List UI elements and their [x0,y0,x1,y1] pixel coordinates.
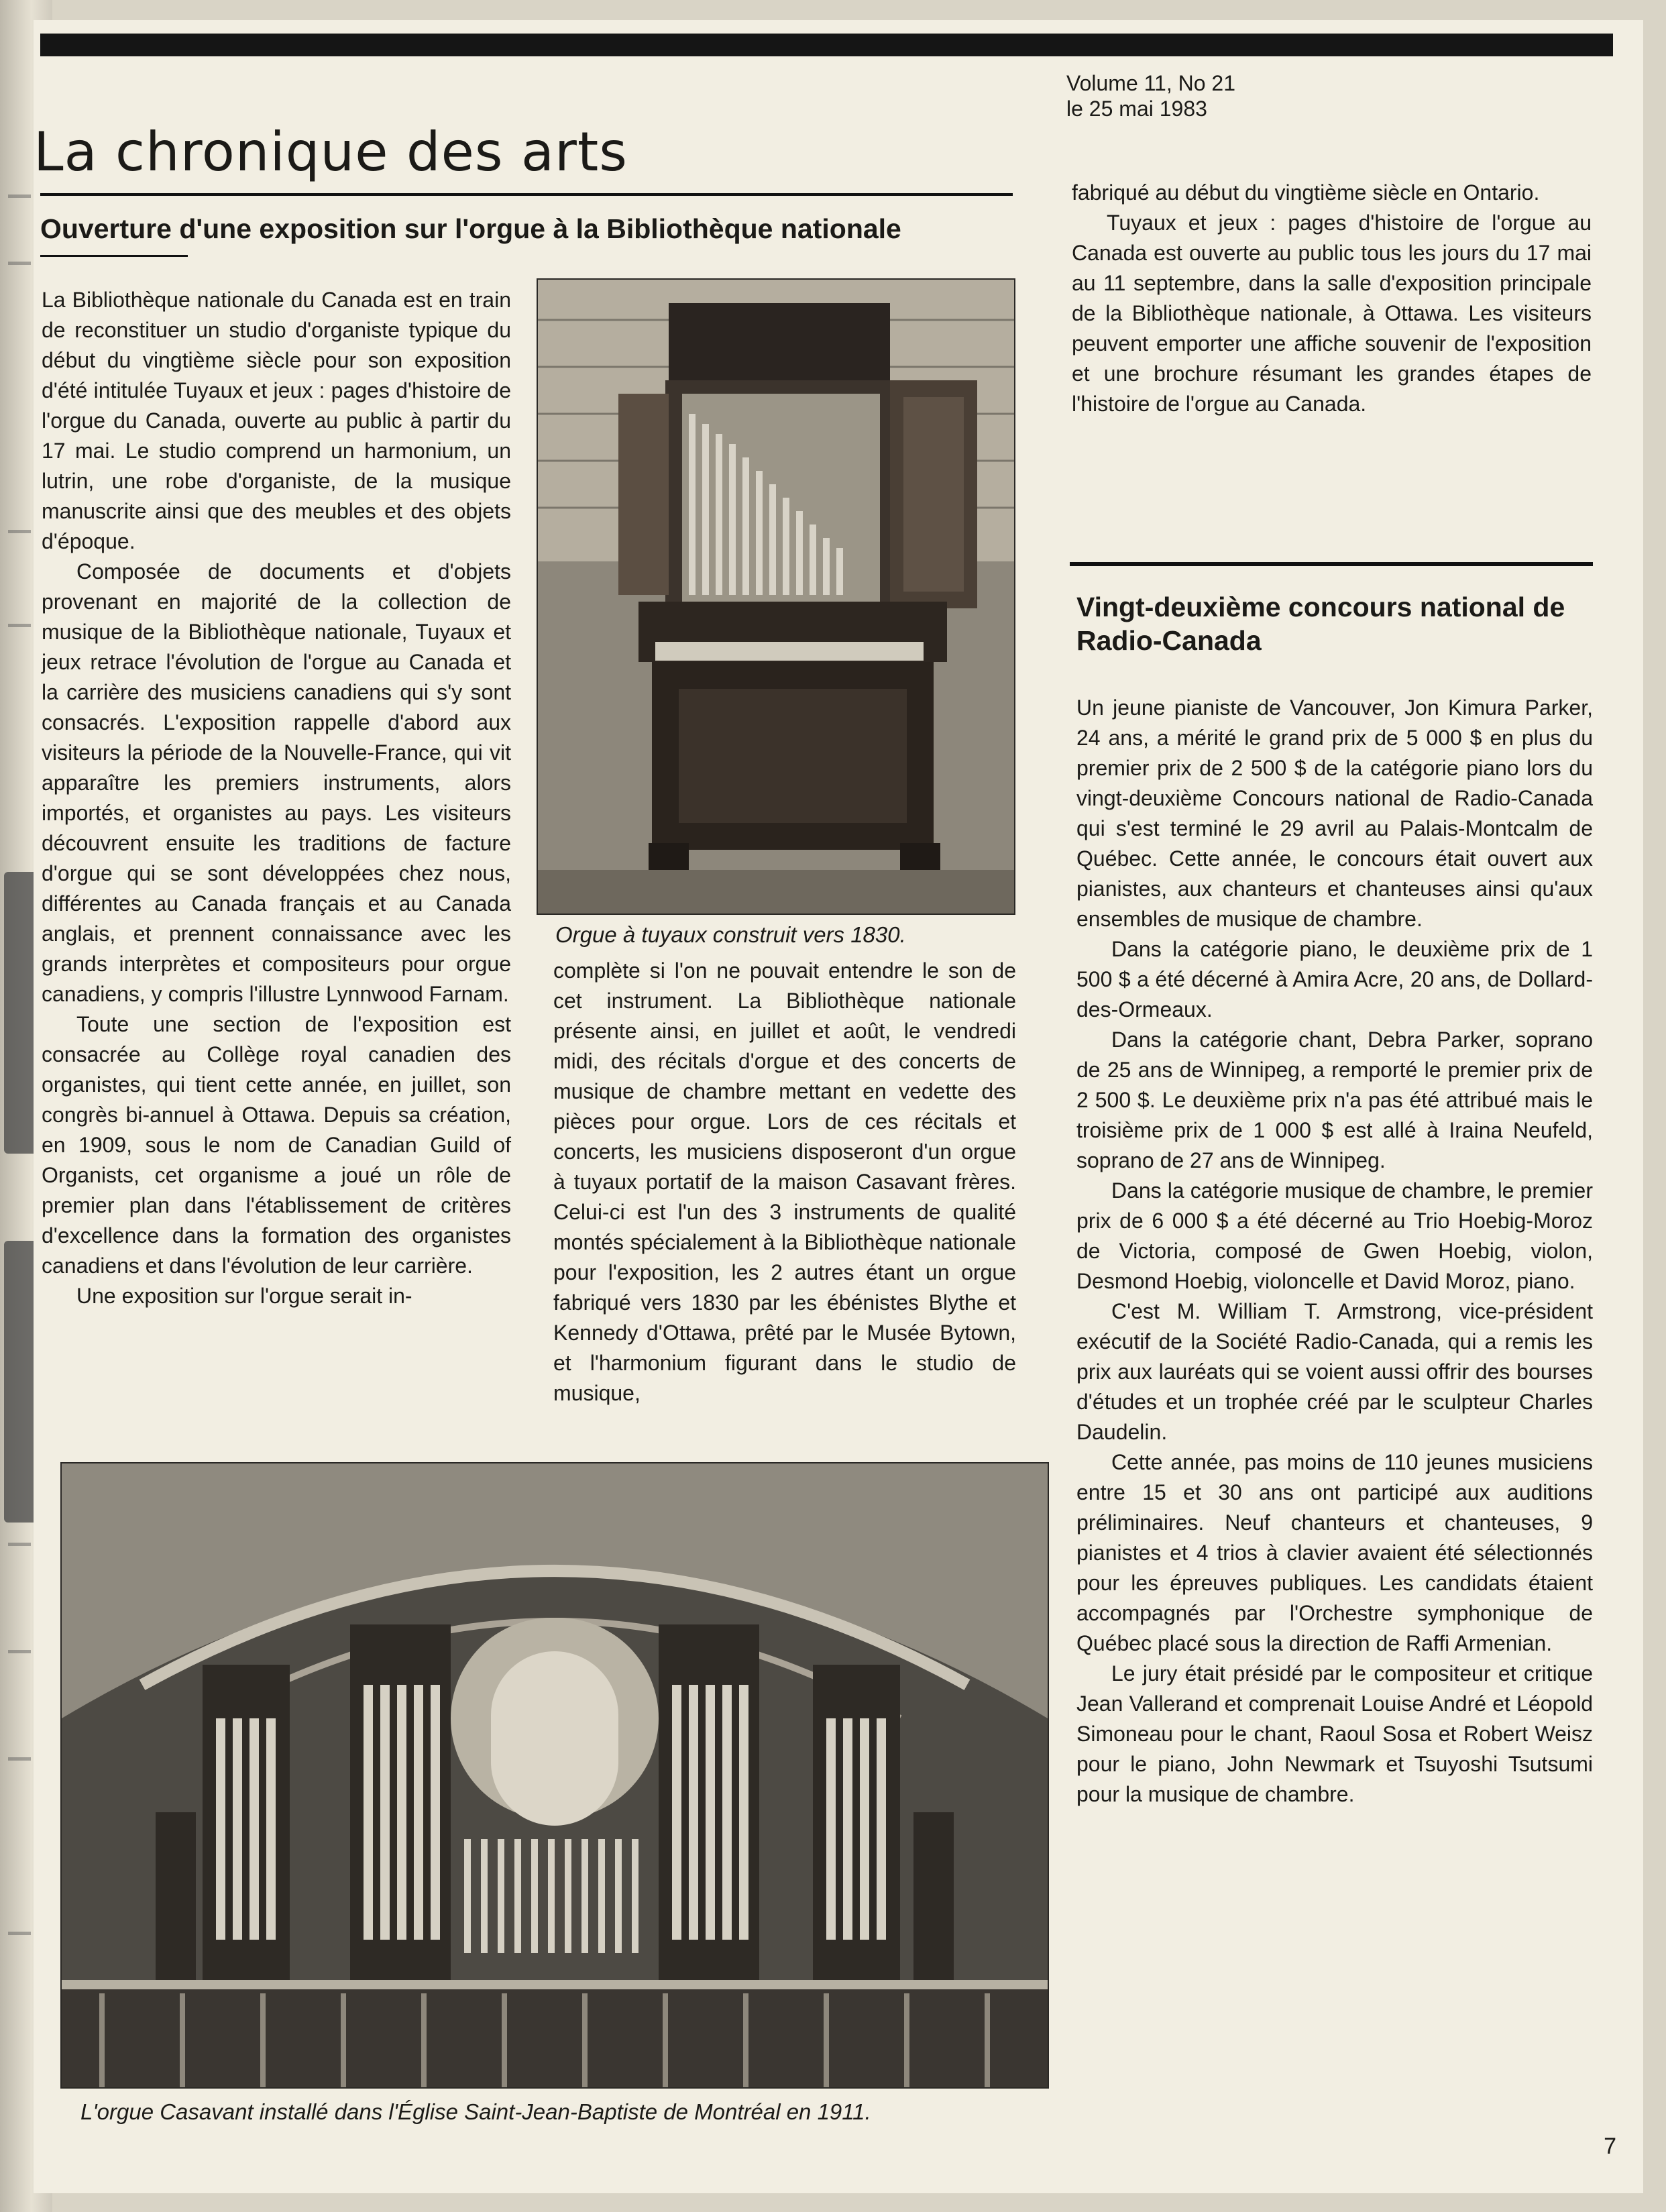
magazine-page [34,20,1643,2193]
photo-caption: L'orgue Casavant installé dans l'Église Saint-Jean-Baptiste de Montréal en 1911. [80,2099,871,2124]
issue-info [1066,70,1235,121]
casavant-organ-photo [60,1462,1049,2089]
church-organ-illustration [62,1463,1048,2087]
edge-text-fragment [8,530,31,533]
paragraph: La Bibliothèque nationale du Canada est en train de reconstituer un studio d'organiste typique du début du vingtième siècle pour son exposition d'été intitulée Tuyaux et jeux : pages d'histoire de l'orgue du Canada, ouverte au public à partir du 17 mai. Le studio comprend un harmonium, un lutrin, une robe d'organiste, de la musique manuscrite ainsi que des meubles et des objets d'époque. [42,288,511,553]
paragraph: Le jury était présidé par le compositeur et critique Jean Vallerand et comprenait Louise André et Léopold Simoneau pour le chant, Raoul Sosa et Robert Weisz pour le piano, John Newmark et Tsuyoshi Tsutsumi pour la musique de chambre. [1076,1661,1593,1806]
article1-right-column [1072,178,1592,419]
issue-date: le 25 mai 1983 [1066,97,1207,121]
paragraph: Une exposition sur l'orgue serait in- [76,1284,412,1308]
section-title: Vingt-deuxième concours national de Radio-Canada [1076,592,1565,656]
masthead: La chronique des arts [34,121,628,183]
edge-text-fragment [8,1650,31,1653]
organ-cabinet-illustration [538,280,1014,914]
edge-text-fragment [8,1757,31,1761]
organ-1830-photo [537,278,1015,915]
title-rule [40,193,1013,196]
page-number: 7 [1604,2134,1616,2159]
article1-left-column [42,285,511,1311]
paragraph: Dans la catégorie piano, le deuxième prix de 1 500 $ a été décerné à Amira Acre, 20 ans, de Dollard-des-Ormeaux. [1076,937,1593,1021]
section-rule [1070,562,1593,566]
issue-volume: Volume 11, No 21 [1066,71,1236,95]
paragraph: Tuyaux et jeux : pages d'histoire de l'orgue au Canada est ouverte au public tous les jours du 17 mai au 11 septembre, dans la salle d'exposition principale de la Bibliothèque nationale, à Ottawa. Les visiteurs peuvent emporter une affiche souvenir de l'exposition et une brochure résumant les grandes étapes de l'histoire de l'orgue au Canada. [1072,211,1592,416]
paragraph: Toute une section de l'exposition est consacrée au Collège royal canadien des organistes, qui tient cette année, en juillet, son congrès bi-annuel à Ottawa. Depuis sa création, en 1909, sous le nom de Canadian Guild of Organists, cet organisme a joué un rôle de premier plan dans l'établissement de critères d'excellence dans la formation des organistes canadiens et dans l'évolution de leur carrière. [42,1012,511,1278]
paragraph: fabriqué au début du vingtième siècle en Ontario. [1072,180,1540,205]
paragraph: Un jeune pianiste de Vancouver, Jon Kimura Parker, 24 ans, a mérité le grand prix de 5 000 $ en plus du premier prix de 2 500 $ de la catégorie piano lors du vingt-deuxième Concours national de Radio-Canada qui s'est terminé le 29 avril au Palais-Montcalm de Québec. Cette année, le concours était ouvert aux pianistes, aux chanteurs et chanteuses ainsi qu'aux ensembles de musique de chambre. [1076,696,1593,931]
paragraph: Cette année, pas moins de 110 jeunes musiciens entre 15 et 30 ans ont participé aux auditions préliminaires. Neuf chanteurs et chanteuses, 9 pianistes et 4 trios à clavier avaient été sélectionnés pour les épreuves publiques. Les candidats étaient accompagnés par l'Orchestre symphonique de Québec placé sous la direction de Raffi Armenian. [1076,1450,1593,1655]
top-rule-bar [40,34,1613,56]
paragraph: Dans la catégorie musique de chambre, le premier prix de 6 000 $ a été décerné au Trio Hoebig-Moroz de Victoria, composé de Gwen Hoebig, violon, Desmond Hoebig, violoncelle et David Moroz, piano. [1076,1178,1593,1293]
article-title: Ouverture d'une exposition sur l'orgue à la Bibliothèque nationale [40,213,901,244]
paragraph: Composée de documents et d'objets provenant en majorité de la collection de musique de la Bibliothèque nationale, Tuyaux et jeux retrace l'évolution de l'orgue au Canada et la carrière des musiciens canadiens qui s'y sont consacrés. L'exposition rappelle d'abord aux visiteurs la période de la Nouvelle-France, qui vit apparaître les premiers instruments, alors importés, et organistes au pays. Les visiteurs découvrent ensuite les traditions de facture d'orgue qui se sont développées chez nous, différentes au Canada français et au Canada anglais, et prennent connaissance avec les grands interprètes et compositeurs pour orgue canadiens, y compris l'illustre Lynnwood Farnam. [42,559,511,1006]
article2-column [1076,693,1593,1810]
edge-text-fragment [8,1932,31,1935]
paragraph: complète si l'on ne pouvait entendre le son de cet instrument. La Bibliothèque nationale présente ainsi, en juillet et août, le vendredi midi, des récitals d'orgue et des concerts de musique de chambre mettant en vedette des pièces pour orgue. Lors de ces récitals et concerts, les musiciens disposeront d'un orgue à tuyaux portatif de la maison Casavant frères. Celui-ci est l'un des 3 instruments de qualité montés spécialement à la Bibliothèque nationale pour l'exposition, les 2 autres étant un orgue fabriqué vers 1830 par les ébénistes Blythe et Kennedy d'Ottawa, prêté par le Musée Bytown, et l'harmonium figurant dans le studio de musique, [553,958,1016,1405]
photo-caption: Orgue à tuyaux construit vers 1830. [555,922,906,947]
edge-text-fragment [8,262,31,265]
paragraph: C'est M. William T. Armstrong, vice-président exécutif de la Société Radio-Canada, qui a remis les prix aux lauréats qui se voient aussi offrir des bourses d'études et un trophée créé par le sculpteur Charles Daudelin. [1076,1299,1593,1444]
paragraph: Dans la catégorie chant, Debra Parker, soprano de 25 ans de Winnipeg, a remporté le premier prix de 2 500 $. Le deuxième prix n'a pas été attribué mais le troisième prix de 1 000 $ est allé à Iraina Neufeld, soprano de 27 ans de Winnipeg. [1076,1028,1593,1172]
article1-middle-column [553,956,1016,1408]
edge-text-fragment [8,1543,31,1546]
edge-text-fragment [8,624,31,627]
edge-text-fragment [8,195,31,198]
title-underline [40,255,188,257]
